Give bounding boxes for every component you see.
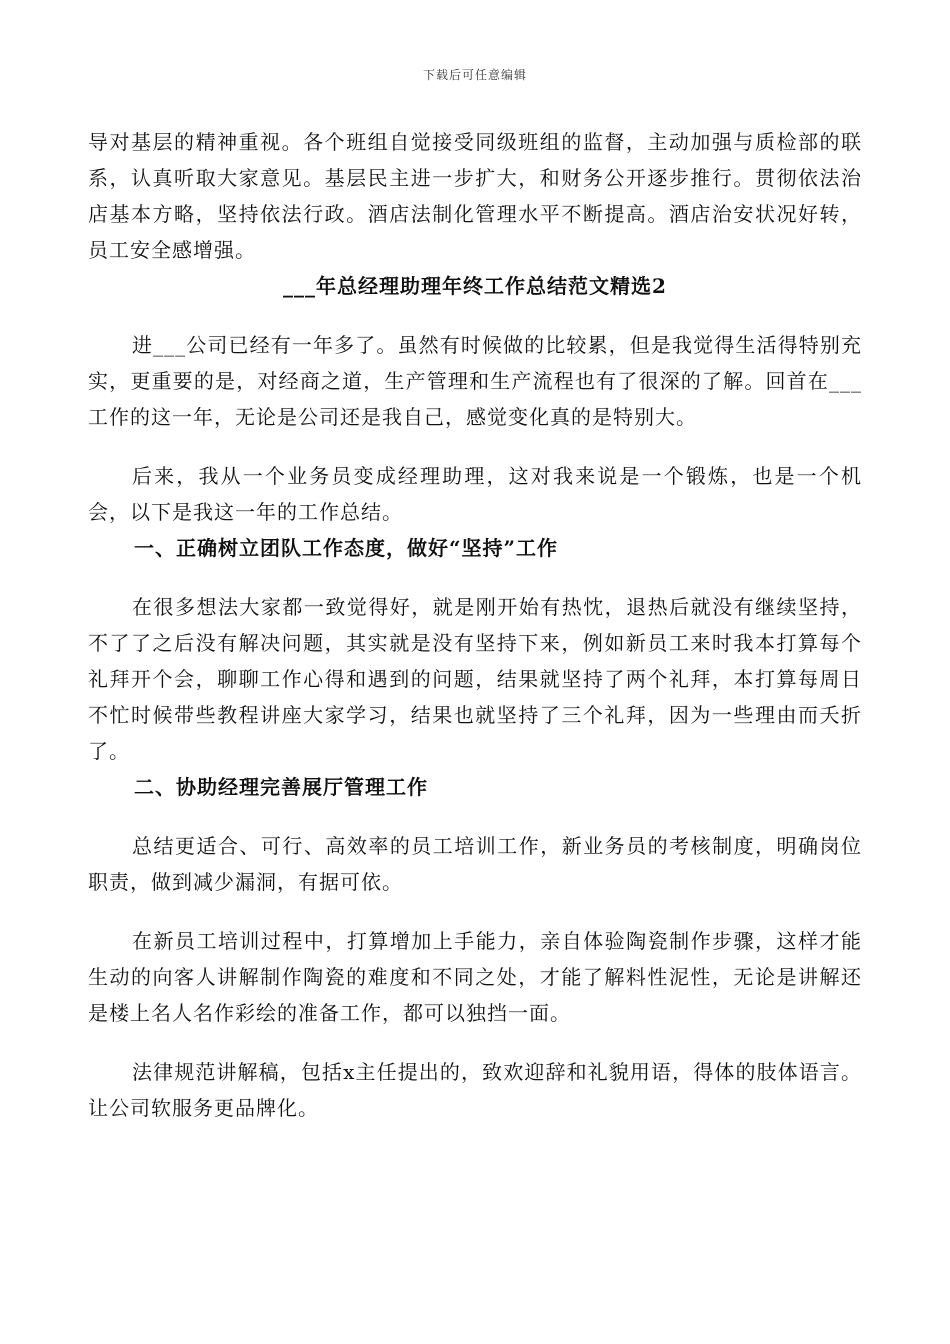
- paragraph-2: 后来，我从一个业务员变成经理助理，这对我来说是一个锻炼，也是一个机会，以下是我这一年的工作总结。: [88, 464, 862, 524]
- paragraph-6: 法律规范讲解稿，包括x主任提出的，致欢迎辞和礼貌用语，得体的肢体语言。让公司软服务更品牌化。: [88, 1060, 862, 1120]
- section-heading-2: 二、协助经理完善展厅管理工作: [134, 775, 428, 799]
- paragraph-3: 在很多想法大家都一致觉得好，就是刚开始有热忱，退热后就没有继续坚持，不了了之后没有解决问题，其实就是没有坚持下来，例如新员工来时我本打算每个礼拜开个会，聊聊工作心得和遇到的问题，结果就坚持了两个礼拜，本打算每周日不忙时候带些教程讲座大家学习，结果也就坚持了三个礼拜，因为一些理由而夭折了。: [88, 595, 862, 763]
- page-header: 下载后可任意编辑: [422, 68, 527, 82]
- paragraph-intro: 导对基层的精神重视。各个班组自觉接受同级班组的监督，主动加强与质检部的联系，认真听取大家意见。基层民主进一步扩大，和财务公开逐步推行。贯彻依法治店基本方略，坚持依法行政。酒店法制化管理水平不断提高。酒店治安状况好转，员工安全感增强。: [88, 130, 862, 262]
- paragraph-1: 进___公司已经有一年多了。虽然有时候做的比较累，但是我觉得生活得特别充实，更重要的是，对经商之道，生产管理和生产流程也有了很深的了解。回首在___工作的这一年，无论是公司还是我自己，感觉变化真的是特别大。: [88, 333, 862, 429]
- paragraph-4: 总结更适合、可行、高效率的员工培训工作，新业务员的考核制度，明确岗位职责，做到减少漏洞，有据可依。: [88, 834, 862, 894]
- document-title: ___年总经理助理年终工作总结范文精选2: [283, 274, 667, 298]
- paragraph-5: 在新员工培训过程中，打算增加上手能力，亲自体验陶瓷制作步骤，这样才能生动的向客人讲解制作陶瓷的难度和不同之处，才能了解料性泥性，无论是讲解还是楼上名人名作彩绘的准备工作，都可以独挡一面。: [88, 929, 862, 1025]
- section-heading-1: 一、正确树立团队工作态度，做好“坚持”工作: [134, 536, 559, 560]
- document-body: [88, 124, 862, 1126]
